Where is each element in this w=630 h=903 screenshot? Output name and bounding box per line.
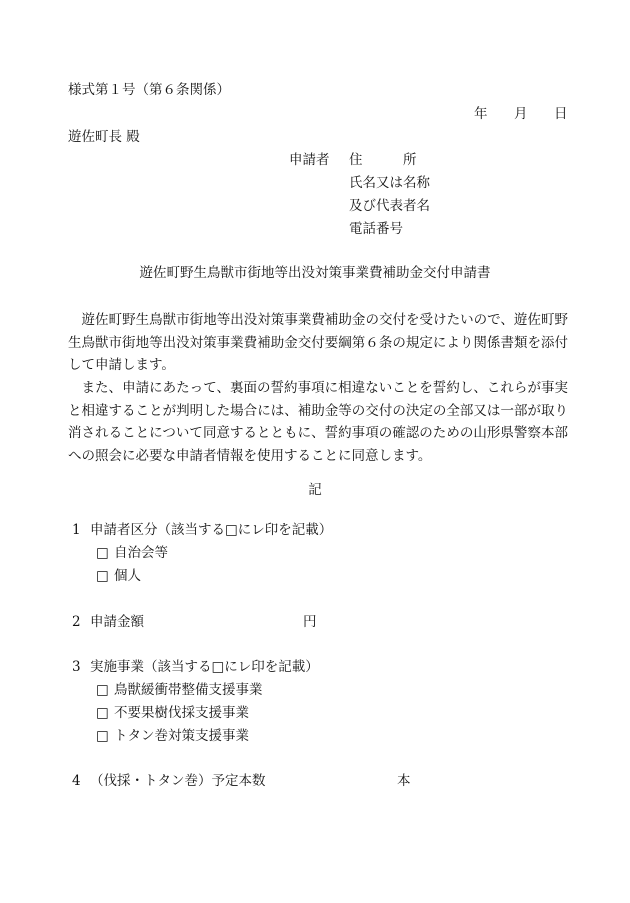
item1-option-2[interactable] — [96, 566, 141, 588]
checkbox-icon[interactable]: □ — [96, 545, 109, 561]
item3-option-1[interactable] — [96, 680, 263, 702]
body-paragraph-1: 遊佐町野生鳥獣市街地等出没対策事業費補助金の交付を受けたいので、遊佐町野生鳥獣市街地等出没対策事業費補助金交付要綱第６条の規定により関係書類を添付して申請します。 — [68, 312, 568, 374]
document-title: 遊佐町野生鳥獣市街地等出没対策事業費補助金交付申請書 — [139, 265, 491, 281]
body-paragraph-2: また、申請にあたって、裏面の誓約事項に相違ないことを誓約し、これらが事実と相違することが判明した場合には、補助金等の交付の決定の全部又は一部が取り消されることについて同意するとともに、誓約事項の確認のための山形県警察本部への照会に必要な申請者情報を使用することに同意します。 — [68, 380, 568, 465]
item3-option-2[interactable] — [96, 703, 249, 725]
date-year: 年 — [474, 106, 488, 122]
ki-heading: 記 — [308, 482, 322, 498]
item2-number: 2 — [72, 614, 81, 630]
item2-unit: 円 — [303, 614, 317, 630]
item1-number: 1 — [72, 522, 81, 538]
item3-number: 3 — [72, 659, 81, 675]
date-day: 日 — [554, 106, 568, 122]
form-number: 様式第１号（第６条関係） — [68, 82, 230, 98]
checkbox-icon[interactable]: □ — [96, 568, 109, 584]
checkbox-icon[interactable]: □ — [96, 728, 109, 744]
applicant-label: 申請者 — [289, 152, 330, 168]
addressee: 遊佐町長 殿 — [68, 129, 140, 145]
item3-option-3[interactable] — [96, 726, 249, 748]
option-label: 個人 — [114, 568, 141, 584]
option-label: 不要果樹伐採支援事業 — [114, 705, 249, 721]
option-label: トタン巻対策支援事業 — [114, 728, 249, 744]
applicant-phone-label: 電話番号 — [349, 221, 403, 237]
item4-label: （伐採・トタン巻）予定本数 — [90, 773, 266, 789]
item2-label: 申請金額 — [90, 614, 144, 630]
item4-unit: 本 — [397, 773, 411, 789]
item1-label: 申請者区分（該当する□にレ印を記載） — [90, 522, 333, 538]
applicant-representative-label: 及び代表者名 — [349, 198, 430, 214]
option-label: 自治会等 — [114, 545, 168, 561]
date-month: 月 — [514, 106, 528, 122]
applicant-name-label: 氏名又は名称 — [349, 175, 430, 191]
item3-label: 実施事業（該当する□にレ印を記載） — [90, 659, 319, 675]
checkbox-icon[interactable]: □ — [96, 682, 109, 698]
item1-option-1[interactable] — [96, 543, 168, 565]
checkbox-icon[interactable]: □ — [96, 705, 109, 721]
option-label: 鳥獣緩衝帯整備支援事業 — [114, 682, 263, 698]
applicant-address-label: 住 所 — [349, 152, 417, 168]
item4-number: 4 — [72, 773, 81, 789]
